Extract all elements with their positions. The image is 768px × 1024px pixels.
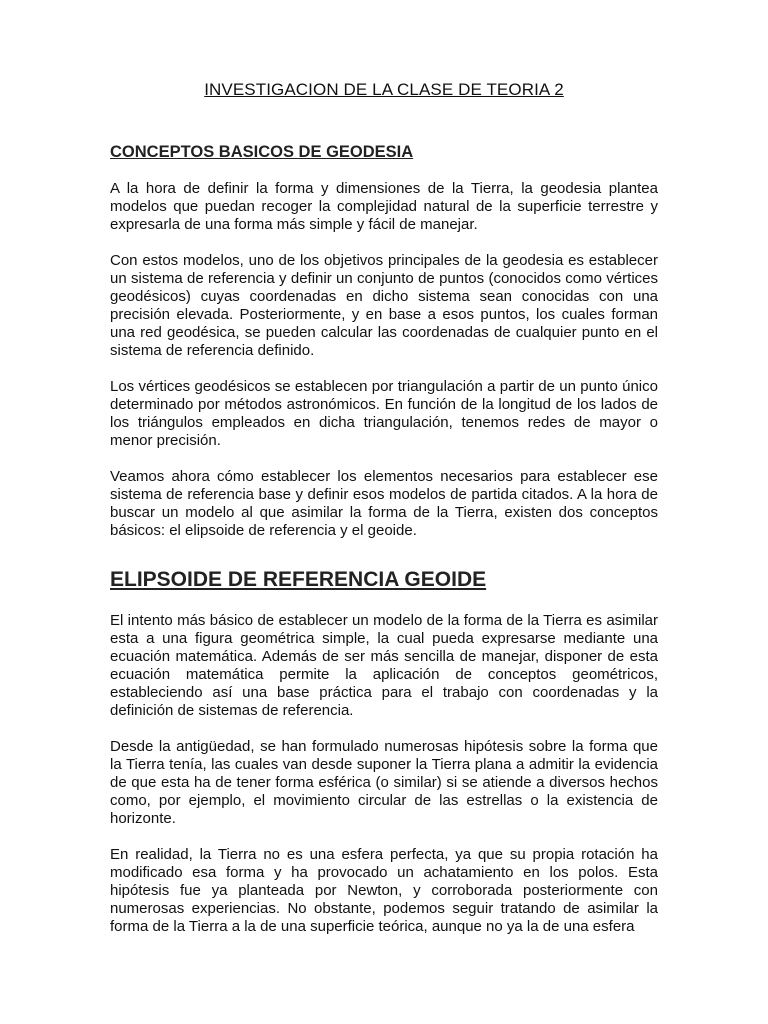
paragraph: Veamos ahora cómo establecer los elementos necesarios para establecer ese sistema de referencia base y definir esos modelos de partida citados. A la hora de buscar un modelo al que asimilar la forma de la Tierra, existen dos conceptos básicos: el elipsoide de referencia y el geoide. — [110, 468, 658, 539]
paragraph: En realidad, la Tierra no es una esfera perfecta, ya que su propia rotación ha modificado esa forma y ha provocado un achatamiento en los polos. Esta hipótesis fue ya planteada por Newton, y corroborada posteriormente con numerosas experiencias. No obstante, podemos seguir tratando de asimilar la forma de la Tierra a la de una superficie teórica, aunque no ya la de una esfera — [110, 846, 658, 935]
section-elipsoide — [110, 568, 658, 936]
section-heading-conceptos: CONCEPTOS BASICOS DE GEODESIA — [110, 143, 414, 161]
paragraph: Con estos modelos, uno de los objetivos principales de la geodesia es establecer un sistema de referencia y definir un conjunto de puntos (conocidos como vértices geodésicos) cuyas coordenadas en dicho sistema sean conocidas con una precisión elevada. Posteriormente, y en base a esos puntos, los cuales forman una red geodésica, se pueden calcular las coordenadas de cualquier punto en el sistema de referencia definido. — [110, 252, 658, 359]
document-title: INVESTIGACION DE LA CLASE DE TEORIA 2 — [204, 80, 564, 99]
paragraph: Desde la antigüedad, se han formulado numerosas hipótesis sobre la forma que la Tierra tenía, las cuales van desde suponer la Tierra plana a admitir la evidencia de que esta ha de tener forma esférica (o similar) si se atiende a diversos hechos como, por ejemplo, el movimiento circular de las estrellas o la existencia de horizonte. — [110, 738, 658, 827]
section-heading-elipsoide: ELIPSOIDE DE REFERENCIA GEOIDE — [110, 568, 487, 591]
section-conceptos-basicos — [110, 143, 658, 540]
paragraph: A la hora de definir la forma y dimensiones de la Tierra, la geodesia plantea modelos que puedan recoger la complejidad natural de la superficie terrestre y expresarla de una forma más simple y fácil de manejar. — [110, 180, 658, 233]
paragraph: El intento más básico de establecer un modelo de la forma de la Tierra es asimilar esta a una figura geométrica simple, la cual pueda expresarse mediante una ecuación matemática. Además de ser más sencilla de manejar, disponer de esta ecuación matemática permite la aplicación de conceptos geométricos, estableciendo así una base práctica para el trabajo con coordenadas y la definición de sistemas de referencia. — [110, 612, 658, 719]
paragraph: Los vértices geodésicos se establecen por triangulación a partir de un punto único determinado por métodos astronómicos. En función de la longitud de los lados de los triángulos empleados en dicha triangulación, tenemos redes de mayor o menor precisión. — [110, 378, 658, 449]
